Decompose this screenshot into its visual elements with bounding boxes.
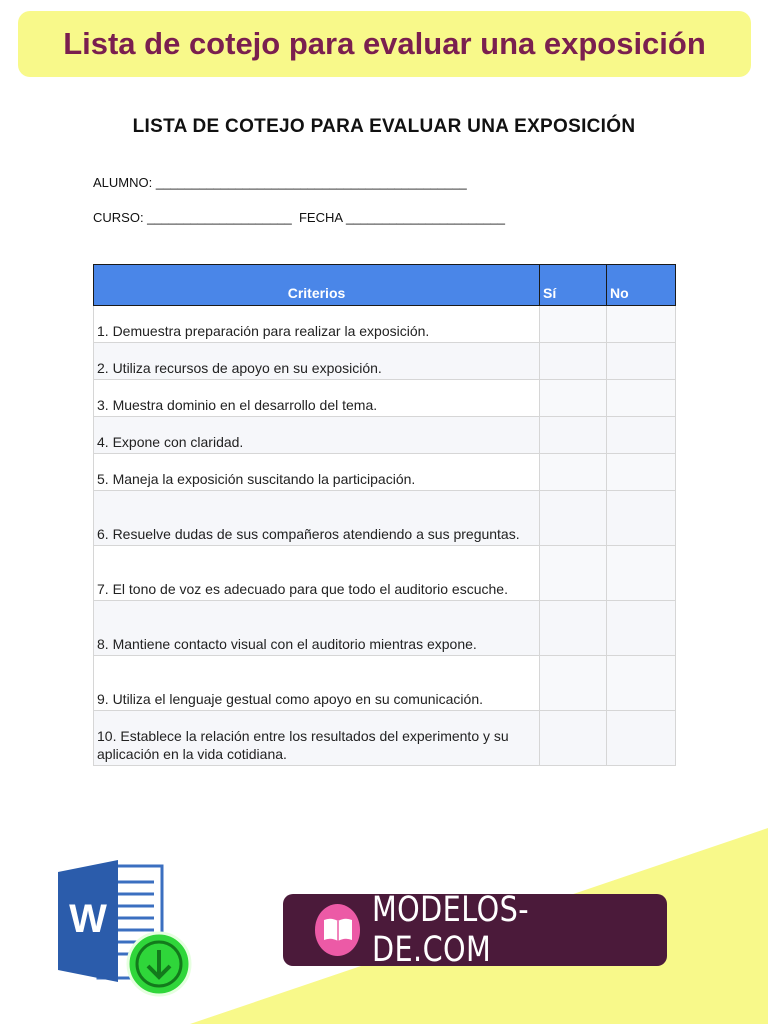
si-cell[interactable] (540, 343, 607, 380)
si-cell[interactable] (540, 380, 607, 417)
table-row (94, 417, 676, 454)
si-cell[interactable] (540, 546, 607, 601)
brand-logo[interactable] (283, 890, 667, 970)
curso-fecha-field: CURSO: ____________________ FECHA ______________________ (93, 210, 506, 225)
criterion-text: 7. El tono de voz es adecuado para que todo el auditorio escuche. (94, 546, 540, 601)
svg-text:W: W (69, 897, 107, 941)
no-cell[interactable] (607, 601, 676, 656)
criterion-text: 4. Expone con claridad. (94, 417, 540, 454)
si-cell[interactable] (540, 656, 607, 711)
table-header-row (94, 265, 676, 306)
table-row (94, 601, 676, 656)
word-download-icon[interactable] (56, 858, 196, 1000)
si-cell[interactable] (540, 601, 607, 656)
header-criterios: Criterios (94, 265, 540, 306)
si-cell[interactable] (540, 306, 607, 343)
criterion-text: 9. Utiliza el lenguaje gestual como apoyo en su comunicación. (94, 656, 540, 711)
table-row (94, 491, 676, 546)
table-row (94, 656, 676, 711)
criterion-text: 6. Resuelve dudas de sus compañeros atendiendo a sus preguntas. (94, 491, 540, 546)
no-cell[interactable] (607, 711, 676, 766)
si-cell[interactable] (540, 491, 607, 546)
header-banner (18, 11, 751, 77)
document-title: LISTA DE COTEJO PARA EVALUAR UNA EXPOSICIÓN (132, 116, 636, 137)
book-icon (315, 904, 360, 956)
si-cell[interactable] (540, 417, 607, 454)
criterion-text: 10. Establece la relación entre los resultados del experimento y su aplicación en la vida cotidiana. (94, 711, 540, 766)
header-no: No (607, 265, 676, 306)
no-cell[interactable] (607, 343, 676, 380)
si-cell[interactable] (540, 711, 607, 766)
no-cell[interactable] (607, 417, 676, 454)
table-row (94, 306, 676, 343)
criterion-text: 2. Utiliza recursos de apoyo en su exposición. (94, 343, 540, 380)
si-cell[interactable] (540, 454, 607, 491)
no-cell[interactable] (607, 491, 676, 546)
header-si: Sí (540, 265, 607, 306)
checklist-table (93, 264, 676, 766)
alumno-field: ALUMNO: ___________________________________________ (93, 175, 467, 190)
criterion-text: 3. Muestra dominio en el desarrollo del tema. (94, 380, 540, 417)
no-cell[interactable] (607, 454, 676, 491)
no-cell[interactable] (607, 546, 676, 601)
table-row (94, 454, 676, 491)
criterion-text: 1. Demuestra preparación para realizar la exposición. (94, 306, 540, 343)
table-row (94, 380, 676, 417)
table-row (94, 711, 676, 766)
criterion-text: 8. Mantiene contacto visual con el auditorio mientras expone. (94, 601, 540, 656)
table-row (94, 546, 676, 601)
no-cell[interactable] (607, 306, 676, 343)
no-cell[interactable] (607, 380, 676, 417)
brand-text: MODELOS-DE.COM (372, 890, 530, 970)
no-cell[interactable] (607, 656, 676, 711)
table-row (94, 343, 676, 380)
banner-title: Lista de cotejo para evaluar una exposición (63, 26, 706, 61)
criterion-text: 5. Maneja la exposición suscitando la participación. (94, 454, 540, 491)
